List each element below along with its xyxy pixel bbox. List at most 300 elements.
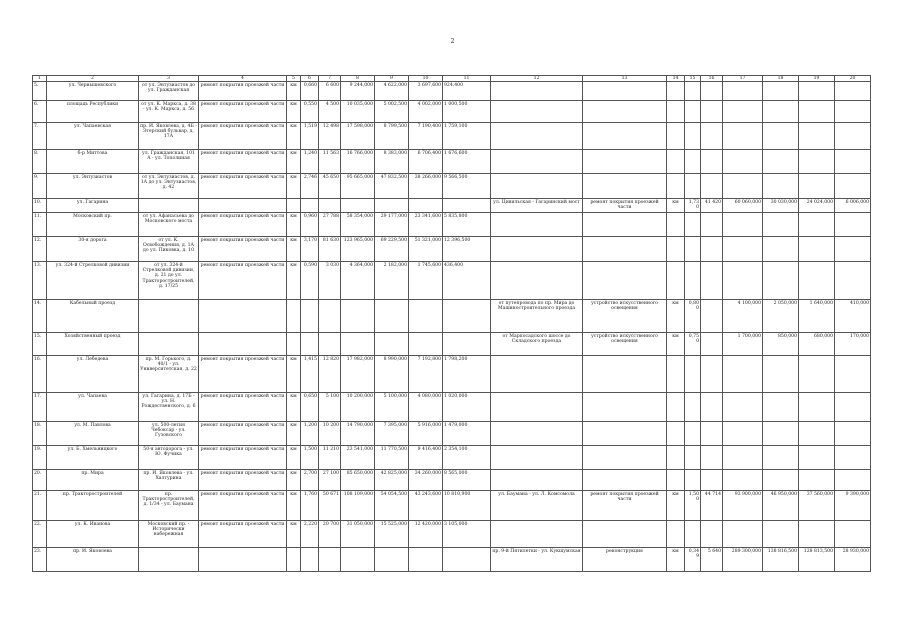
table-cell: 1,415	[301, 356, 319, 393]
table-cell: 6 600	[319, 82, 341, 101]
table-cell	[301, 333, 319, 356]
table-row	[33, 333, 871, 356]
table-cell: пр. М. Горького, д. 40/1 - ул. Университетская, д. 22	[139, 356, 199, 393]
column-number: 3	[139, 76, 199, 82]
table-cell: 16 766,000	[341, 150, 375, 174]
table-cell	[319, 300, 341, 333]
table-cell: пр. И. Яковлева	[47, 548, 139, 572]
table-cell: 8 799,500	[375, 123, 409, 150]
table-cell: реконструкция	[583, 548, 667, 572]
table-cell: 11 770,500	[375, 446, 409, 470]
table-cell	[667, 422, 685, 446]
table-cell	[763, 174, 799, 199]
table-cell: ремонт покрытия проезжей части	[199, 491, 287, 521]
table-cell	[799, 237, 835, 262]
table-cell: 9.	[33, 174, 47, 199]
table-cell: ремонт покрытия проезжей части	[199, 237, 287, 262]
table-cell	[583, 262, 667, 300]
table-cell	[835, 446, 871, 470]
table-cell: 95 665,000	[341, 174, 375, 199]
column-number: 7	[319, 76, 341, 82]
table-cell: 3,170	[301, 237, 319, 262]
table-cell	[491, 237, 583, 262]
table-cell: пр. Тракторостроителей	[47, 491, 139, 521]
table-cell: пр. Мира	[47, 470, 139, 491]
table-cell: 6 706,400	[409, 150, 443, 174]
column-number: 13	[583, 76, 667, 82]
table-cell: ул. 324-й Стрелковой дивизии	[47, 262, 139, 300]
table-cell: 1 020,000	[443, 393, 491, 422]
table-cell: км	[287, 237, 301, 262]
table-cell: 16.	[33, 356, 47, 393]
table-cell: от ул. К. Освобождения, д. 1А до ул. Пиковка, д. 10	[139, 237, 199, 262]
table-cell	[763, 82, 799, 101]
table-cell: 0,750	[685, 333, 701, 356]
table-cell	[685, 521, 701, 548]
table-cell	[583, 237, 667, 262]
table-cell: пр. И. Яковлева, д. 4Б - Эгерский бульвар, д. 17А	[139, 123, 199, 150]
table-cell: 289 300,000	[723, 548, 763, 572]
table-cell: от ул. Энтузиастов, д. 1А до ул. Энтузиастов, д. 42	[139, 174, 199, 199]
table-cell: 436,400	[443, 262, 491, 300]
table-cell: 15.	[33, 333, 47, 356]
table-cell	[799, 101, 835, 123]
table-cell	[723, 174, 763, 199]
table-cell	[301, 548, 319, 572]
table-cell: 0,349	[685, 548, 701, 572]
table-cell	[685, 213, 701, 237]
table-cell	[667, 521, 685, 548]
table-cell: км	[287, 356, 301, 393]
table-cell: 108 109,000	[341, 491, 375, 521]
table-cell	[701, 150, 723, 174]
table-cell: 27 788	[319, 213, 341, 237]
table-cell	[701, 82, 723, 101]
table-cell: 1 640,000	[799, 300, 835, 333]
table-cell	[667, 393, 685, 422]
table-cell: 19.	[33, 446, 47, 470]
table-cell	[763, 422, 799, 446]
table-row	[33, 422, 871, 446]
table-cell	[199, 199, 287, 213]
table-cell: 12 420,000	[409, 521, 443, 548]
table-row	[33, 262, 871, 300]
table-cell	[583, 446, 667, 470]
table-cell: ремонт покрытия проезжей части	[199, 123, 287, 150]
table-cell: 69 229,500	[375, 237, 409, 262]
table-cell	[723, 123, 763, 150]
table-cell: 12 396,500	[443, 237, 491, 262]
table-cell	[375, 333, 409, 356]
table-cell: 28 930,000	[835, 548, 871, 572]
table-cell	[443, 199, 491, 213]
table-cell: 12.	[33, 237, 47, 262]
table-cell: км	[667, 199, 685, 213]
table-row	[33, 470, 871, 491]
table-cell: ремонт покрытия проезжей части	[199, 262, 287, 300]
table-cell: км	[287, 262, 301, 300]
table-cell: 23 341,600	[409, 213, 443, 237]
table-cell: ул. Баумана - ул. Л. Комсомола	[491, 491, 583, 521]
table-cell: от ул. 324-й Стрелковой дивизии, д. 21 до ул. Тракторостроителей, д. 17/25	[139, 262, 199, 300]
table-cell	[319, 548, 341, 572]
table-cell	[583, 521, 667, 548]
table-cell	[685, 237, 701, 262]
table-cell: 1 745,600	[409, 262, 443, 300]
table-cell	[287, 548, 301, 572]
table-cell	[835, 422, 871, 446]
table-cell: 128 813,500	[799, 548, 835, 572]
table-cell: ремонт покрытия проезжей части	[199, 470, 287, 491]
table-cell: 37 560,000	[799, 491, 835, 521]
table-cell	[701, 393, 723, 422]
table-cell: Кабельный проезд	[47, 300, 139, 333]
table-cell	[701, 174, 723, 199]
table-cell: от ул. Афанасьева до Московского моста	[139, 213, 199, 237]
table-cell: 41 420	[701, 199, 723, 213]
table-cell: 93 900,000	[723, 491, 763, 521]
table-cell: 1 759,100	[443, 123, 491, 150]
table-cell	[199, 300, 287, 333]
table-cell: км	[287, 422, 301, 446]
table-cell	[287, 300, 301, 333]
table-cell: 3 697,600	[409, 82, 443, 101]
table-cell: 5 835,800	[443, 213, 491, 237]
table-cell: 4 002,000	[409, 101, 443, 123]
table-cell	[319, 199, 341, 213]
table-cell	[835, 393, 871, 422]
table-cell	[583, 356, 667, 393]
table-cell: 8 565,000	[443, 470, 491, 491]
table-cell	[835, 470, 871, 491]
table-cell	[583, 470, 667, 491]
table-cell: 7 192,800	[409, 356, 443, 393]
table-row	[33, 521, 871, 548]
table-cell: ул. Энтузиастов	[47, 174, 139, 199]
table-cell: км	[287, 213, 301, 237]
table-cell: 23 541,000	[341, 446, 375, 470]
table-cell: 0,650	[301, 393, 319, 422]
table-cell	[139, 199, 199, 213]
table-cell	[199, 548, 287, 572]
table-cell: 10.	[33, 199, 47, 213]
column-number: 19	[799, 76, 835, 82]
table-cell	[701, 356, 723, 393]
table-cell	[443, 300, 491, 333]
table-cell: Хозяйственный проезд	[47, 333, 139, 356]
table-cell: 27 100	[319, 470, 341, 491]
table-cell	[763, 101, 799, 123]
table-cell: ремонт покрытия проезжей части	[199, 101, 287, 123]
table-cell	[701, 262, 723, 300]
table-cell	[723, 422, 763, 446]
table-cell: км	[287, 491, 301, 521]
table-cell	[667, 356, 685, 393]
table-cell	[583, 82, 667, 101]
table-cell: ремонт покрытия проезжей части	[583, 199, 667, 213]
table-cell: 2 182,000	[375, 262, 409, 300]
table-cell: 7.	[33, 123, 47, 150]
table-cell: 14.	[33, 300, 47, 333]
table-cell	[491, 174, 583, 199]
table-cell	[835, 262, 871, 300]
table-cell: км	[667, 300, 685, 333]
column-number: 12	[491, 76, 583, 82]
table-cell	[799, 470, 835, 491]
table-cell: от ул. Энтузиастов до ул. Гражданская	[139, 82, 199, 101]
table-cell: км	[667, 548, 685, 572]
table-cell: 1,200	[301, 422, 319, 446]
table-cell	[701, 101, 723, 123]
table-cell: ремонт покрытия проезжей части	[199, 422, 287, 446]
table-cell: 1,760	[301, 491, 319, 521]
table-cell: 3 030	[319, 262, 341, 300]
table-cell: км	[287, 82, 301, 101]
page-number: 2	[450, 38, 455, 45]
table-cell: 4 364,000	[341, 262, 375, 300]
table-cell: ремонт покрытия проезжей части	[199, 174, 287, 199]
table-cell: км	[287, 174, 301, 199]
table-cell: 4 622,000	[375, 82, 409, 101]
table-cell: 10 810,900	[443, 491, 491, 521]
table-cell	[685, 470, 701, 491]
table-cell: Московский пр.	[47, 213, 139, 237]
table-cell	[685, 82, 701, 101]
table-cell	[583, 101, 667, 123]
table-cell: 680,000	[799, 333, 835, 356]
table-cell	[491, 262, 583, 300]
table-cell: ремонт покрытия проезжей части	[199, 213, 287, 237]
table-cell: 123 965,000	[341, 237, 375, 262]
table-cell: Московский пр. - Исторически набережная	[139, 521, 199, 548]
table-row	[33, 213, 871, 237]
table-cell: 20.	[33, 470, 47, 491]
table-cell: 18.	[33, 422, 47, 446]
table-cell	[685, 174, 701, 199]
column-number: 10	[409, 76, 443, 82]
table-cell	[723, 237, 763, 262]
table-cell	[491, 393, 583, 422]
table-cell	[723, 521, 763, 548]
table-row	[33, 101, 871, 123]
table-cell: площадь Республики	[47, 101, 139, 123]
table-cell	[723, 446, 763, 470]
column-number: 5	[287, 76, 301, 82]
table-cell: 1,519	[301, 123, 319, 150]
table-cell: 29 177,000	[375, 213, 409, 237]
table-cell	[491, 123, 583, 150]
table-cell: 5.	[33, 82, 47, 101]
table-cell: 15 525,000	[375, 521, 409, 548]
table-cell	[799, 174, 835, 199]
column-number: 17	[723, 76, 763, 82]
column-number: 8	[341, 76, 375, 82]
table-cell: 46 950,000	[763, 491, 799, 521]
table-cell	[491, 422, 583, 446]
table-cell	[723, 470, 763, 491]
table-cell: км	[287, 446, 301, 470]
table-row	[33, 356, 871, 393]
table-cell: 6 006,000	[835, 199, 871, 213]
table-cell: ул. Гражданская, 101 А - ул. Тополиная	[139, 150, 199, 174]
table-cell: 4 500	[319, 101, 341, 123]
table-cell: ремонт покрытия проезжей части	[199, 393, 287, 422]
table-cell: 9 390,000	[835, 491, 871, 521]
table-cell	[139, 333, 199, 356]
table-cell	[409, 199, 443, 213]
table-cell	[667, 237, 685, 262]
table-cell: км	[667, 491, 685, 521]
column-number: 20	[835, 76, 871, 82]
table-cell: 30 030,000	[763, 199, 799, 213]
table-cell: км	[287, 101, 301, 123]
table-cell	[491, 213, 583, 237]
table-cell	[491, 150, 583, 174]
table-cell	[723, 393, 763, 422]
table-cell: 5 100	[319, 393, 341, 422]
table-cell	[667, 262, 685, 300]
table-cell: 34 260,000	[409, 470, 443, 491]
table-cell: 1 676,600	[443, 150, 491, 174]
table-cell: ул. Лебедева	[47, 356, 139, 393]
column-number: 16	[701, 76, 723, 82]
table-cell: 0,660	[301, 82, 319, 101]
table-cell	[491, 82, 583, 101]
table-cell: пр. Тракторостроителей, д. 1/34 - ул. Баумана	[139, 491, 199, 521]
table-cell: ул. Чапаева	[47, 393, 139, 422]
table-cell: 17 982,000	[341, 356, 375, 393]
table-cell	[583, 174, 667, 199]
table-cell	[667, 150, 685, 174]
table-cell: 9 416,400	[409, 446, 443, 470]
table-cell	[835, 123, 871, 150]
table-cell	[799, 262, 835, 300]
table-cell	[799, 422, 835, 446]
column-number: 14	[667, 76, 685, 82]
table-cell: ул. Гагарина	[47, 199, 139, 213]
column-number: 4	[199, 76, 287, 82]
table-cell: 45 650	[319, 174, 341, 199]
table-cell: 60 060,000	[723, 199, 763, 213]
table-cell	[341, 199, 375, 213]
column-number: 2	[47, 76, 139, 82]
table-cell	[667, 123, 685, 150]
table-row	[33, 491, 871, 521]
table-cell: км	[667, 333, 685, 356]
table-cell	[763, 446, 799, 470]
table-cell: 2,220	[301, 521, 319, 548]
table-cell: 6.	[33, 101, 47, 123]
table-cell	[835, 356, 871, 393]
table-cell	[835, 101, 871, 123]
table-cell: 8 990,000	[375, 356, 409, 393]
table-row	[33, 174, 871, 199]
table-row	[33, 123, 871, 150]
table-cell	[701, 422, 723, 446]
table-cell	[763, 237, 799, 262]
table-cell	[139, 548, 199, 572]
table-cell	[667, 470, 685, 491]
table-cell: 54 054,500	[375, 491, 409, 521]
table-cell: ул. К. Иванова	[47, 521, 139, 548]
table-cell: 1,730	[685, 199, 701, 213]
table-cell: 4 100,000	[723, 300, 763, 333]
table-cell: 11 563	[319, 150, 341, 174]
table-cell	[701, 213, 723, 237]
table-cell: 2,746	[301, 174, 319, 199]
table-cell	[667, 82, 685, 101]
table-cell	[835, 213, 871, 237]
table-cell: 22.	[33, 521, 47, 548]
table-cell: 10 200	[319, 422, 341, 446]
table-cell: ремонт покрытия проезжей части	[199, 446, 287, 470]
table-cell	[199, 333, 287, 356]
table-cell: 1,500	[301, 446, 319, 470]
table-cell	[685, 101, 701, 123]
table-cell: 170,000	[835, 333, 871, 356]
table-cell	[583, 123, 667, 150]
table-cell: ремонт покрытия проезжей части	[199, 521, 287, 548]
table-cell: 50-я автодорога - ул. Ю. Фучика	[139, 446, 199, 470]
table-cell: 43 243,600	[409, 491, 443, 521]
table-cell: 7 395,000	[375, 422, 409, 446]
table-cell	[491, 356, 583, 393]
table-cell: ул. Гагарина, д. 17Б - ул. Н. Рождественского, д. 6	[139, 393, 199, 422]
table-cell	[301, 199, 319, 213]
column-number: 18	[763, 76, 799, 82]
table-cell	[685, 150, 701, 174]
table-cell: 1,240	[301, 150, 319, 174]
table-cell	[799, 82, 835, 101]
table-cell	[341, 548, 375, 572]
table-cell	[409, 333, 443, 356]
table-cell: 0,800	[685, 300, 701, 333]
table-cell: 0,590	[301, 262, 319, 300]
table-cell	[835, 82, 871, 101]
table-row	[33, 199, 871, 213]
table-cell	[685, 123, 701, 150]
table-cell	[763, 150, 799, 174]
table-cell: пр. 9-й Пятилетки - ул. Кукшумская	[491, 548, 583, 572]
table-cell: ул. Чернышевского	[47, 82, 139, 101]
table-cell	[701, 123, 723, 150]
table-cell: 0,960	[301, 213, 319, 237]
table-cell	[723, 262, 763, 300]
table-cell: 47 832,500	[375, 174, 409, 199]
table-cell: 5 100,000	[375, 393, 409, 422]
table-cell: от Марпосадского шоссе до Складского проезда	[491, 333, 583, 356]
table-cell	[287, 199, 301, 213]
table-cell: ремонт покрытия проезжей части	[199, 150, 287, 174]
table-cell: 31 050,000	[341, 521, 375, 548]
table-cell: 44 714	[701, 491, 723, 521]
table-cell	[685, 422, 701, 446]
table-cell: км	[287, 150, 301, 174]
table-cell	[409, 548, 443, 572]
column-number: 9	[375, 76, 409, 82]
table-cell	[799, 393, 835, 422]
table-cell: ул. Цивильская - Гагаринский мост	[491, 199, 583, 213]
table-cell	[583, 150, 667, 174]
table-cell: 4 080,000	[409, 393, 443, 422]
table-cell	[723, 356, 763, 393]
table-cell: 50 671	[319, 491, 341, 521]
table-cell	[667, 213, 685, 237]
table-cell: 410,000	[835, 300, 871, 333]
table-cell	[763, 123, 799, 150]
table-cell: от путепровода по пр. Мира до Машиностроительного проезда	[491, 300, 583, 333]
table-cell	[701, 237, 723, 262]
